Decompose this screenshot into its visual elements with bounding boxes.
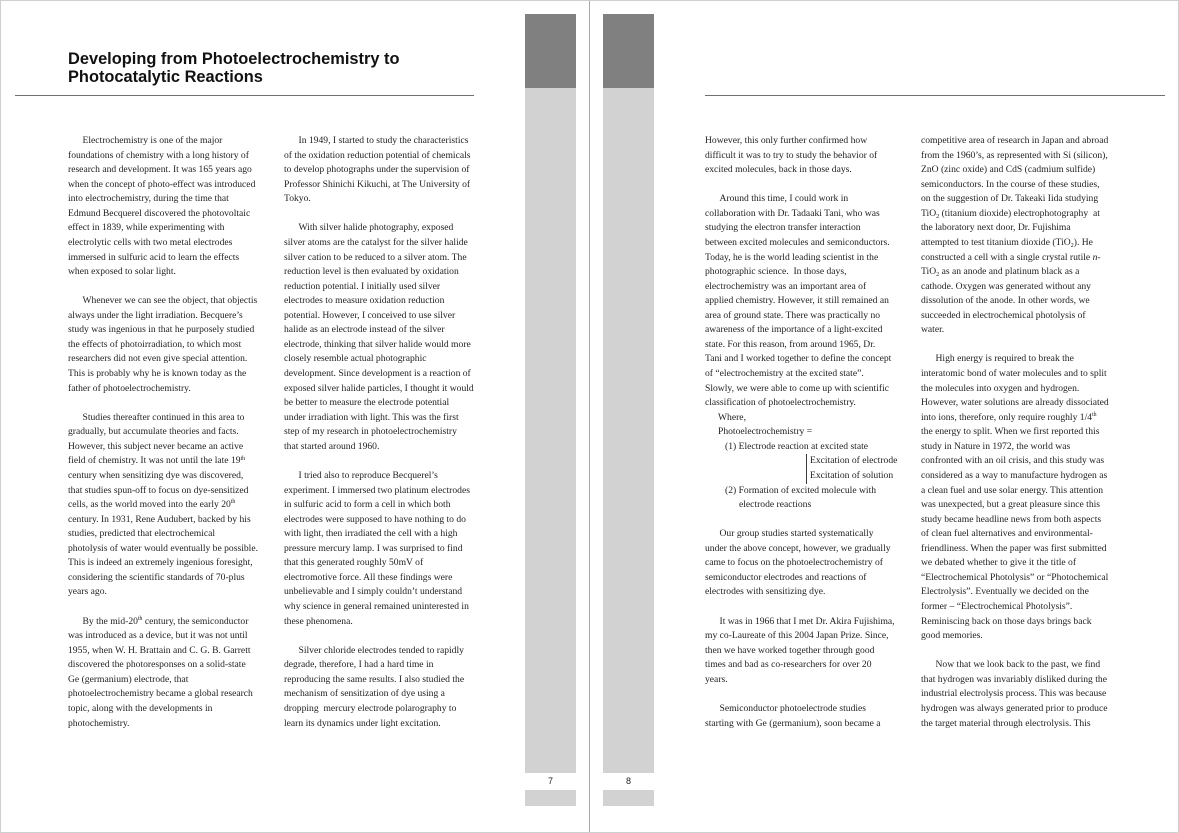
- text-line: be better to measure the electrode potential: [284, 397, 450, 409]
- text-line: research and development. It was 165 years ago: [68, 164, 252, 176]
- text-line: study was ingenious in that he purposely studied: [68, 324, 255, 336]
- italic-text: n: [1092, 251, 1098, 263]
- text-line: [921, 411, 1126, 426]
- text-line: In 1949, I started to study the characteristics: [298, 135, 469, 146]
- paragraph: [68, 411, 273, 600]
- text-line: applied chemistry. However, it still remained an: [705, 295, 889, 307]
- text-column: [284, 134, 489, 731]
- text-line: the laboratory next door, Dr. Fujishima: [921, 222, 1071, 234]
- text-line: silver atoms are the catalyst for the silver halide: [284, 236, 468, 248]
- text-run: By the mid-20: [82, 615, 138, 627]
- text-line: area of ground state. There was practically no: [705, 309, 881, 321]
- text-line: halide as an electrode instead of the silver: [284, 324, 445, 336]
- text-line: discovered the photoresponses on a solid-state: [68, 659, 246, 671]
- text-line: step of my research in photoelectrochemistry: [284, 426, 457, 438]
- text-run: field of chemistry. It was not until the late 19: [68, 455, 241, 467]
- text-column: [921, 134, 1126, 731]
- title-line: Developing from Photoelectrochemistry to: [68, 50, 400, 68]
- text-line: hydrogen was always generated prior to produce: [921, 702, 1108, 714]
- text-line: Studies thereafter continued in this area to: [82, 411, 245, 423]
- text-line: good memories.: [921, 630, 983, 642]
- superscript: th: [240, 455, 246, 462]
- superscript: th: [137, 615, 143, 622]
- paragraph: [705, 192, 910, 512]
- text-line: Electrochemistry is one of the major: [82, 135, 223, 146]
- text-line: water.: [921, 324, 945, 336]
- text-line: with light, then irradiated the cell with a high: [284, 528, 458, 540]
- text-line: closely resemble actual photographic: [284, 353, 427, 365]
- page-number: 7: [547, 776, 553, 786]
- text-line: Professor Shinichi Kikuchi, at The University of: [284, 178, 471, 190]
- page-side-tab: [525, 14, 576, 806]
- text-line: was unexpected, but a great pleasure since this: [921, 499, 1101, 511]
- text-line: under the above concept, however, we gradually: [705, 542, 891, 554]
- text-line: collaboration with Dr. Tadaaki Tani, who was: [705, 207, 880, 219]
- text-line: on the suggestion of Dr. Takeaki Iida studying: [921, 193, 1099, 205]
- text-line: the energy to split. When we first reported this: [921, 426, 1100, 438]
- text-line: dissolution of the anode. In other words, we: [921, 295, 1090, 307]
- text-line: [921, 236, 1126, 251]
- text-line: a clean fuel and use solar energy. This attention: [921, 484, 1104, 496]
- text-line: (2) Formation of excited molecule with: [725, 484, 877, 496]
- text-run: TiO: [921, 207, 937, 219]
- text-line: However, this subject never became an active: [68, 440, 244, 452]
- subscript: 2: [1070, 241, 1074, 249]
- text-line: semiconductors. In the course of these studies,: [921, 178, 1100, 190]
- text-line: competitive area of research in Japan and abroad: [921, 135, 1109, 146]
- text-line: electrodes with sensitizing dye.: [705, 586, 826, 598]
- text-line: study in Nature in 1972, the world was: [921, 440, 1071, 452]
- text-line: why science in general remained uninterested in: [284, 601, 469, 612]
- text-line: that this generated roughly 50mV of: [284, 557, 424, 569]
- text-line: then we have worked together through good: [705, 644, 875, 656]
- text-line: High energy is required to break the: [935, 353, 1074, 365]
- text-line: dropping mercury electrode polarography to: [284, 702, 457, 714]
- tab-footer-block: [603, 790, 654, 806]
- tab-body-block: [603, 88, 654, 773]
- text-line: awareness of the importance of a light-excited: [705, 324, 883, 336]
- formula-block: [705, 411, 910, 513]
- text-line: Now that we look back to the past, we find: [935, 659, 1101, 671]
- text-line: Whenever we can see the object, that objectis: [82, 295, 258, 307]
- tab-header-block: [603, 14, 654, 88]
- text-line: my co-Laureate of this 2004 Japan Prize. Since,: [705, 630, 889, 642]
- paragraph: [921, 134, 1126, 338]
- text-line: times and bad as co-researchers for over 20: [705, 659, 872, 671]
- text-run: into ions, therefore, only require roughly 1/4: [921, 411, 1093, 423]
- title-line: Photocatalytic Reactions: [68, 68, 263, 86]
- tab-footer-block: [525, 790, 576, 806]
- text-line: the target material through electrolysis. This: [921, 717, 1091, 729]
- text-line: Edmund Becquerel discovered the photovoltaic: [68, 207, 251, 219]
- text-line: electrodes to measure oxidation reduction: [284, 295, 445, 307]
- text-line: potential. However, I conceived to use silver: [284, 309, 456, 321]
- title-rule: [705, 95, 1165, 96]
- text-line: gradually, but accumulate theories and facts.: [68, 426, 239, 438]
- text-line: between excited molecules and semiconductors.: [705, 236, 890, 248]
- text-line: when exposed to solar light.: [68, 266, 176, 278]
- text-line: photochemistry.: [68, 717, 130, 729]
- text-line: electrodes were supposed to have nothing to do: [284, 513, 466, 525]
- text-line: in sulfuric acid to form a cell in which both: [284, 499, 451, 511]
- text-line: considered as a way to manufacture hydrogen as: [921, 469, 1108, 481]
- text-run: attempted to test titanium dioxide (TiO: [921, 236, 1071, 248]
- text-line: starting with Ge (germanium), soon became a: [705, 717, 881, 729]
- text-line: electromotive force. All these findings were: [284, 571, 453, 583]
- text-line: photoelectrochemistry became a global research: [68, 688, 253, 700]
- text-line: state. For this reason, from around 1965, Dr.: [705, 338, 876, 350]
- text-line: studies, predicted that electrochemical: [68, 528, 216, 540]
- paragraph: [705, 527, 910, 600]
- text-run: ). He: [1073, 236, 1093, 248]
- text-column: [68, 134, 273, 731]
- text-line: researchers did not even give special attention.: [68, 353, 248, 365]
- text-line: Our group studies started systematically: [719, 528, 874, 540]
- text-line: of clean fuel alternatives and environmental-: [921, 528, 1093, 540]
- text-line: “Electrochemical Photolysis” or “Photochemical: [921, 571, 1109, 583]
- text-line: reduction potential. I initially used silver: [284, 280, 441, 292]
- subscript: 2: [936, 270, 940, 278]
- text-line: I tried also to reproduce Becquerel’s: [298, 469, 438, 481]
- text-line: semiconductor electrodes and reactions of: [705, 571, 867, 583]
- text-line: (1) Electrode reaction at excited state: [725, 440, 869, 452]
- text-line: It was in 1966 that I met Dr. Akira Fujishima,: [719, 615, 895, 627]
- page-side-tab: [603, 14, 654, 806]
- text-line: succeeded in electrochemical photolysis of: [921, 309, 1086, 321]
- text-line: we debated whether to give it the title of: [921, 557, 1077, 569]
- text-run: constructed a cell with a single crystal rutile: [921, 251, 1093, 263]
- paragraph: [284, 644, 489, 731]
- text-line: studying the electron transfer interaction: [705, 222, 861, 234]
- text-line: friendliness. When the paper was first submitted: [921, 542, 1107, 554]
- text-line: [921, 207, 1126, 222]
- text-line: [68, 454, 273, 469]
- text-line: under irradiation with light. This was the first: [284, 411, 459, 423]
- tab-body-block: [525, 88, 576, 773]
- text-line: Silver chloride electrodes tended to rapidly: [298, 644, 464, 656]
- text-line: interatomic bond of water molecules and to split: [921, 368, 1107, 379]
- text-line: came to focus on the photoelectrochemistry of: [705, 557, 883, 569]
- paragraph: [68, 615, 273, 732]
- paragraph: [284, 134, 489, 207]
- text-line: century when sensitizing dye was discovered,: [68, 469, 244, 481]
- text-line: Excitation of solution: [810, 469, 894, 481]
- text-line: industrial electrolysis process. This was because: [921, 688, 1107, 700]
- text-line: Where,: [718, 411, 746, 423]
- text-line: foundations of chemistry with a long history of: [68, 149, 249, 161]
- text-line: Reminiscing back on those days brings back: [921, 615, 1092, 627]
- text-line: years ago.: [68, 586, 107, 598]
- text-line: Semiconductor photoelectrode studies: [719, 702, 867, 714]
- text-line: father of photoelectrochemistry.: [68, 382, 191, 394]
- text-line: cathode. Oxygen was generated without any: [921, 280, 1091, 292]
- text-line: This is indeed an extremely ingenious foresight,: [68, 557, 253, 569]
- text-line: classification of photoelectrochemistry.: [705, 397, 856, 409]
- text-line: difficult it was to try to study the behavior of: [705, 149, 878, 161]
- article-title: [68, 50, 400, 86]
- text-line: reproducing the same results. I also studied the: [284, 673, 465, 685]
- left-page: [0, 0, 589, 833]
- text-line: to develop photographs under the supervision of: [284, 164, 470, 176]
- text-line: Tani and I worked together to define the concept: [705, 353, 892, 365]
- text-line: that started around 1960.: [284, 440, 380, 452]
- paragraph: [68, 294, 273, 396]
- text-line: 1955, when W. H. Brattain and C. G. B. Garrett: [68, 644, 251, 656]
- text-line: photolysis of water would eventually be possible.: [68, 542, 258, 554]
- text-line: effect in 1839, while experimenting with: [68, 222, 225, 234]
- text-line: exposed silver halide particles, I thought it would: [284, 382, 474, 394]
- text-run: -: [1097, 251, 1101, 263]
- text-line: However, water solutions are already dissociated: [921, 397, 1109, 409]
- text-line: excited molecules, back in those days.: [705, 164, 852, 176]
- text-line: [921, 251, 1126, 266]
- text-run: TiO: [921, 266, 937, 278]
- text-line: mechanism of sensitization of dye using a: [284, 688, 445, 700]
- paragraph: [705, 702, 910, 731]
- text-line: confronted with an oil crisis, and this study was: [921, 455, 1105, 467]
- text-line: Ge (germanium) electrode, that: [68, 673, 189, 685]
- subscript: 2: [936, 212, 940, 220]
- right-page: [590, 0, 1179, 833]
- text-line: experiment. I immersed two platinum electrodes: [284, 484, 470, 496]
- page-number: 8: [625, 776, 631, 786]
- text-line: reduction level is then evaluated by oxidation: [284, 266, 459, 278]
- text-line: [921, 265, 1126, 280]
- text-line: electrode reactions: [739, 499, 812, 511]
- text-line: [68, 498, 273, 513]
- superscript: th: [230, 499, 236, 506]
- text-line: Today, he is the world leading scientist in the: [705, 251, 879, 263]
- text-line: century. In 1931, Rene Audubert, backed by his: [68, 513, 251, 525]
- bracket-group: [806, 454, 910, 483]
- text-line: former – “Electrochemical Photolysis”.: [921, 601, 1073, 612]
- text-line: Tokyo.: [284, 193, 311, 205]
- paragraph: [705, 615, 910, 688]
- text-line: This is probably why he is known today as the: [68, 368, 247, 379]
- text-line: learn its dynamics under light excitation.: [284, 717, 441, 729]
- text-line: electrode, thinking that silver halide would more: [284, 338, 471, 350]
- superscript: th: [1092, 411, 1097, 418]
- text-line: years.: [705, 673, 728, 685]
- text-line: the molecules into oxygen and hydrogen.: [921, 382, 1080, 394]
- text-line: photographic science. In those days,: [705, 266, 847, 278]
- paragraph: [284, 469, 489, 629]
- paragraph: [921, 658, 1126, 731]
- text-line: of the oxidation reduction potential of chemicals: [284, 149, 471, 161]
- text-line: [68, 615, 273, 630]
- text-line: Around this time, I could work in: [719, 193, 849, 205]
- text-line: from the 1960’s, as represented with Si (silicon),: [921, 149, 1108, 161]
- text-line: Excitation of electrode: [810, 455, 898, 467]
- paragraph: [68, 134, 273, 280]
- text-line: the effects of photoirradiation, to which most: [68, 338, 242, 350]
- paragraph: [921, 352, 1126, 643]
- text-line: development. Since development is a reaction of: [284, 368, 471, 379]
- text-line: pressure mercury lamp. I was surprised to find: [284, 542, 463, 554]
- text-line: Photoelectrochemistry =: [718, 426, 813, 438]
- text-line: However, this only further confirmed how: [705, 135, 868, 146]
- text-line: into electrochemistry, during the time that: [68, 193, 229, 205]
- text-line: was introduced as a device, but it was not until: [68, 630, 248, 642]
- text-line: when the concept of photo-effect was introduced: [68, 178, 256, 190]
- text-run: as an anode and platinum black as a: [939, 266, 1080, 278]
- tab-header-block: [525, 14, 576, 88]
- text-line: electrolytic cells with two metal electrodes: [68, 236, 233, 248]
- text-column: [705, 134, 910, 731]
- text-line: Electrolysis”. Eventually we decided on the: [921, 586, 1089, 598]
- text-line: electrochemistry was an important area of: [705, 280, 867, 292]
- text-line: immersed in sulfuric acid to learn the effects: [68, 251, 240, 263]
- paragraph: [284, 221, 489, 454]
- text-line: With silver halide photography, exposed: [298, 222, 454, 234]
- text-run: century, the semiconductor: [142, 615, 249, 627]
- text-line: always under the light irradiation. Becquere’s: [68, 309, 243, 321]
- text-line: considering the scientific standards of 70-plus: [68, 571, 245, 583]
- text-line: ZnO (zinc oxide) and CdS (cadmium sulfide): [921, 164, 1096, 176]
- text-line: Slowly, we were able to come up with scientific: [705, 382, 890, 394]
- text-run: cells, as the world moved into the early 20: [68, 499, 231, 511]
- text-line: these phenomena.: [284, 615, 353, 627]
- text-line: degrade, therefore, I had a hard time in: [284, 659, 434, 671]
- text-line: silver cation to be reduced to a silver atom. The: [284, 251, 467, 263]
- paragraph: [705, 134, 910, 178]
- text-line: of “electrochemistry at the excited state”.: [705, 368, 864, 379]
- text-line: unbelievable and I simply couldn’t understand: [284, 586, 463, 598]
- text-run: (titanium dioxide) electrophotography at: [939, 207, 1100, 219]
- text-line: study became headline news from both aspects: [921, 513, 1102, 525]
- title-rule: [15, 95, 474, 96]
- text-line: that hydrogen was invariably disliked during the: [921, 673, 1107, 685]
- text-line: topic, along with the developments in: [68, 702, 213, 714]
- text-line: that studies spun-off to focus on dye-sensitized: [68, 484, 249, 496]
